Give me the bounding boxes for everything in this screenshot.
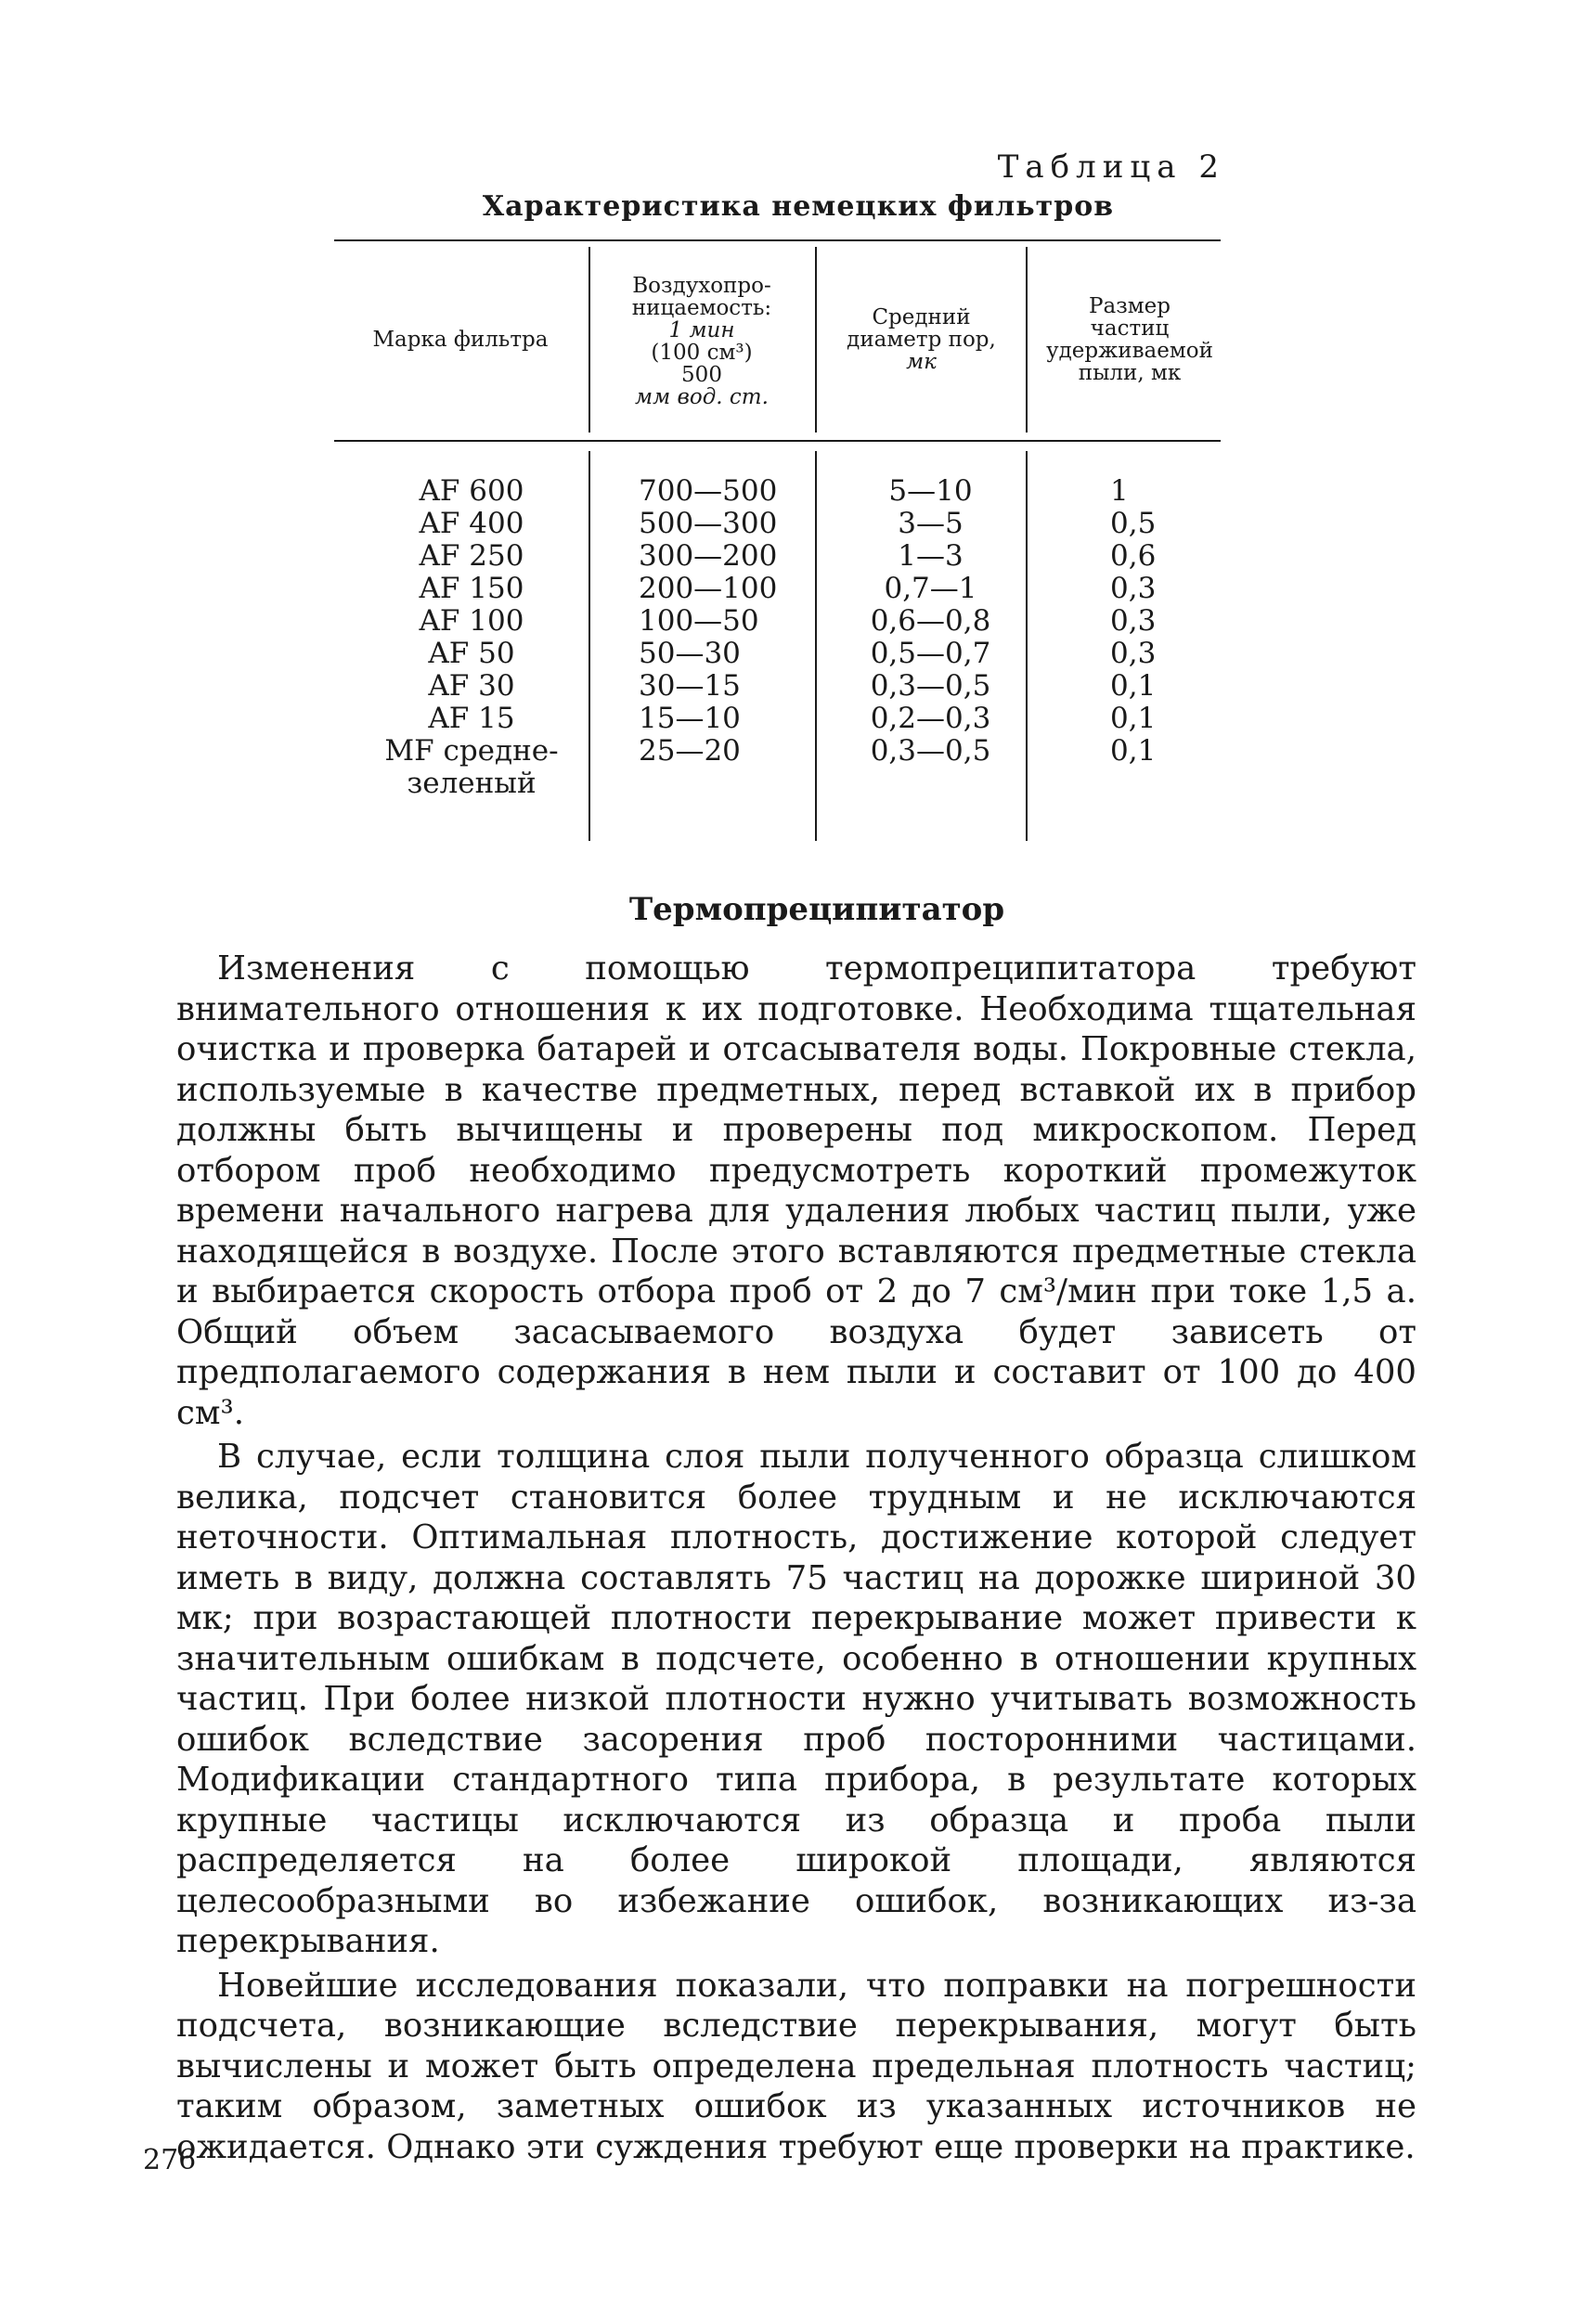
table-cell: AF 30: [428, 669, 515, 703]
table-cell: 0,3—0,5: [870, 669, 991, 703]
table-cell: AF 250: [419, 539, 524, 573]
page-number: 276: [143, 2144, 197, 2176]
table-cell: 0,3: [1110, 604, 1157, 638]
table-cell: AF 600: [419, 474, 524, 508]
table-cell: 50—30: [639, 637, 741, 670]
header-brand: Марка фильтра: [372, 328, 549, 352]
table-cell: 200—100: [639, 572, 778, 605]
table-cell: 0,6—0,8: [870, 604, 991, 638]
column-permeability: [639, 475, 806, 768]
table-cell: 300—200: [639, 539, 778, 573]
table-cell: 0,3: [1110, 572, 1157, 605]
header-permeability: Воздухопро- ницаемость: 1 мин (100 см³) 500 мм вод. ст.: [631, 274, 772, 409]
table-cell: 0,3: [1110, 637, 1157, 670]
column-brand: [360, 475, 583, 800]
column-particle-size: [1110, 475, 1222, 768]
table-label: Таблица 2: [997, 148, 1225, 186]
table-cell: 15—10: [639, 702, 741, 735]
table-cell: 0,1: [1110, 669, 1157, 703]
table-cell: 0,2—0,3: [870, 702, 991, 735]
paragraph: Новейшие исследования показали, что поправки на погрешности подсчета, возникающие вследствие перекрывания, могут быть вычислены и может быть определена предельная плотность частиц; таким образом, заметных ошибок из указанных источников не ожидается. Однако эти суждения требуют еще проверки на практике.: [176, 1966, 1416, 2166]
table-cell: AF 50: [428, 637, 515, 670]
table-cell: 0,1: [1110, 734, 1157, 768]
table-cell: 0,5—0,7: [870, 637, 991, 670]
table-title: Характеристика немецких фильтров: [482, 190, 1115, 223]
table-top-rule: [334, 239, 1221, 241]
table-column-divider: [815, 451, 817, 841]
table-cell: 5—10: [888, 474, 973, 508]
section-heading: Термопреципитатор: [628, 891, 1005, 928]
table-cell: 1—3: [898, 539, 964, 573]
table-cell: AF 400: [419, 507, 524, 540]
column-pore-diameter: [840, 475, 1021, 768]
table-cell: 0,1: [1110, 702, 1157, 735]
paragraph: В случае, если толщина слоя пыли полученного образца слишком велика, подсчет становится более трудным и не исключаются неточности. Оптимальная плотность, достижение которой следует иметь в виду, должна составлять 75 частиц на дорожке шириной 30 мк; при возрастающей плотности перекрывание может привести к значительным ошибкам в подсчете, особенно в отношении крупных частиц. При более низкой плотности нужно учитывать возможность ошибок вследствие засорения проб посторонними частицами. Модификации стандартного типа прибора, в результате которых крупные частицы исключаются из образца и проба пыли распределяется на более широкой площади, являются целесообразными во избежание ошибок, возникающих из-за перекрывания.: [176, 1438, 1416, 1960]
table-cell: AF 100: [419, 604, 524, 638]
table-cell: 25—20: [639, 734, 741, 768]
table-cell: 0,7—1: [884, 572, 977, 605]
table-cell: 3—5: [898, 507, 964, 540]
table-cell: 0,3—0,5: [870, 734, 991, 768]
table-cell: AF 15: [428, 702, 515, 735]
table-cell: 0,5: [1110, 507, 1157, 540]
table-cell: 700—500: [639, 474, 778, 508]
table-cell: зеленый: [407, 767, 537, 800]
table-cell: 500—300: [639, 507, 778, 540]
header-particle-size: Размер частиц удерживаемой пыли, мк: [1046, 294, 1213, 385]
table-column-divider: [1026, 451, 1028, 841]
body-text: [176, 949, 1416, 2171]
table-column-divider: [589, 451, 590, 841]
paragraph: Изменения с помощью термопреципитатора требуют внимательного отношения к их подготовке. Необходима тщательная очистка и проверка батарей и отсасывателя воды. Покровные стекла, используемые в качестве предметных, перед вставкой их в прибор должны быть вычищены и проверены под микроскопом. Перед отбором проб необходимо предусмотреть короткий промежуток времени начального нагрева для удаления любых частиц пыли, уже находящейся в воздухе. После этого вставляются предметные стекла и выбирается скорость отбора проб от 2 до 7 см³/мин при токе 1,5 а. Общий объем засасываемого воздуха будет зависеть от предполагаемого содержания в нем пыли и составит от 100 до 400 см³.: [176, 949, 1416, 1432]
table-cell: 1: [1110, 474, 1129, 508]
table-cell: 100—50: [639, 604, 759, 638]
table-cell: AF 150: [419, 572, 524, 605]
table-cell: 0,6: [1110, 539, 1157, 573]
table-cell: 30—15: [639, 669, 741, 703]
header-pore-diameter: Средний диаметр пор, мк: [847, 305, 996, 374]
table-cell: MF средне-: [384, 734, 559, 768]
table-header-rule: [334, 440, 1221, 442]
